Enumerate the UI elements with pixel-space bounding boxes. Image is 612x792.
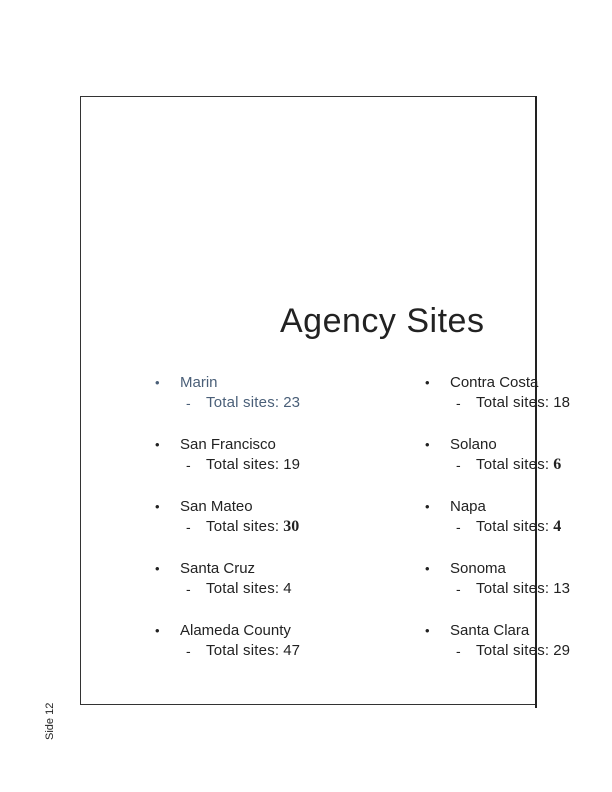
site-count-value: 47 xyxy=(283,642,300,659)
bullet-icon: • xyxy=(425,623,430,638)
dash-icon: - xyxy=(186,581,191,597)
site-item-san-francisco xyxy=(153,436,333,480)
site-count-line xyxy=(476,518,561,536)
dash-icon: - xyxy=(186,395,191,411)
site-count-value: 4 xyxy=(553,518,562,535)
site-count-value: 13 xyxy=(553,580,570,597)
site-count-value: 18 xyxy=(553,394,570,411)
site-count-label: Total sites: xyxy=(206,456,280,473)
bullet-icon: • xyxy=(155,375,160,390)
site-item-contra-costa xyxy=(423,374,603,418)
dash-icon: - xyxy=(456,581,461,597)
site-count-line xyxy=(206,642,300,660)
site-count-label: Total sites: xyxy=(206,394,280,411)
site-name: San Mateo xyxy=(180,498,253,515)
site-item-marin xyxy=(153,374,333,418)
site-count-line xyxy=(206,394,300,412)
site-name: Contra Costa xyxy=(450,374,539,391)
site-count-line xyxy=(206,518,299,536)
site-count-label: Total sites: xyxy=(206,642,280,659)
site-count-value: 19 xyxy=(283,456,300,473)
site-count-line xyxy=(476,456,561,474)
site-item-napa xyxy=(423,498,603,542)
bullet-icon: • xyxy=(155,561,160,576)
site-item-san-mateo xyxy=(153,498,333,542)
dash-icon: - xyxy=(456,643,461,659)
site-count-value: 30 xyxy=(283,518,300,535)
bullet-icon: • xyxy=(425,561,430,576)
site-name: Santa Cruz xyxy=(180,560,256,577)
side-number-label: Side 12 xyxy=(44,702,56,740)
site-count-label: Total sites: xyxy=(476,394,550,411)
bullet-icon: • xyxy=(425,499,430,514)
site-count-value: 23 xyxy=(283,394,300,411)
site-name: Napa xyxy=(450,498,486,515)
site-count-label: Total sites: xyxy=(476,456,550,473)
site-name: Sonoma xyxy=(450,560,506,577)
site-item-solano xyxy=(423,436,603,480)
site-count-label: Total sites: xyxy=(476,642,550,659)
dash-icon: - xyxy=(456,519,461,535)
site-count-label: Total sites: xyxy=(476,580,550,597)
site-count-value: 4 xyxy=(283,580,292,597)
site-name: Solano xyxy=(450,436,497,453)
site-count-value: 6 xyxy=(553,456,562,473)
site-count-line xyxy=(476,642,570,660)
bullet-icon: • xyxy=(155,437,160,452)
bullet-icon: • xyxy=(425,375,430,390)
site-count-line xyxy=(476,394,570,412)
site-item-santa-cruz xyxy=(153,560,333,604)
site-count-label: Total sites: xyxy=(206,518,280,535)
site-count-line xyxy=(206,456,300,474)
slide-title: Agency Sites xyxy=(280,302,485,340)
site-name: Marin xyxy=(180,374,218,391)
dash-icon: - xyxy=(456,457,461,473)
site-item-alameda-county xyxy=(153,622,333,666)
dash-icon: - xyxy=(186,457,191,473)
site-name: Santa Clara xyxy=(450,622,530,639)
dash-icon: - xyxy=(456,395,461,411)
site-count-label: Total sites: xyxy=(206,580,280,597)
site-name: Alameda County xyxy=(180,622,291,639)
bullet-icon: • xyxy=(425,437,430,452)
site-count-label: Total sites: xyxy=(476,518,550,535)
dash-icon: - xyxy=(186,519,191,535)
bullet-icon: • xyxy=(155,499,160,514)
site-item-santa-clara xyxy=(423,622,603,666)
bullet-icon: • xyxy=(155,623,160,638)
site-count-line xyxy=(476,580,570,598)
site-count-line xyxy=(206,580,292,598)
site-item-sonoma xyxy=(423,560,603,604)
site-name: San Francisco xyxy=(180,436,276,453)
dash-icon: - xyxy=(186,643,191,659)
site-count-value: 29 xyxy=(553,642,570,659)
